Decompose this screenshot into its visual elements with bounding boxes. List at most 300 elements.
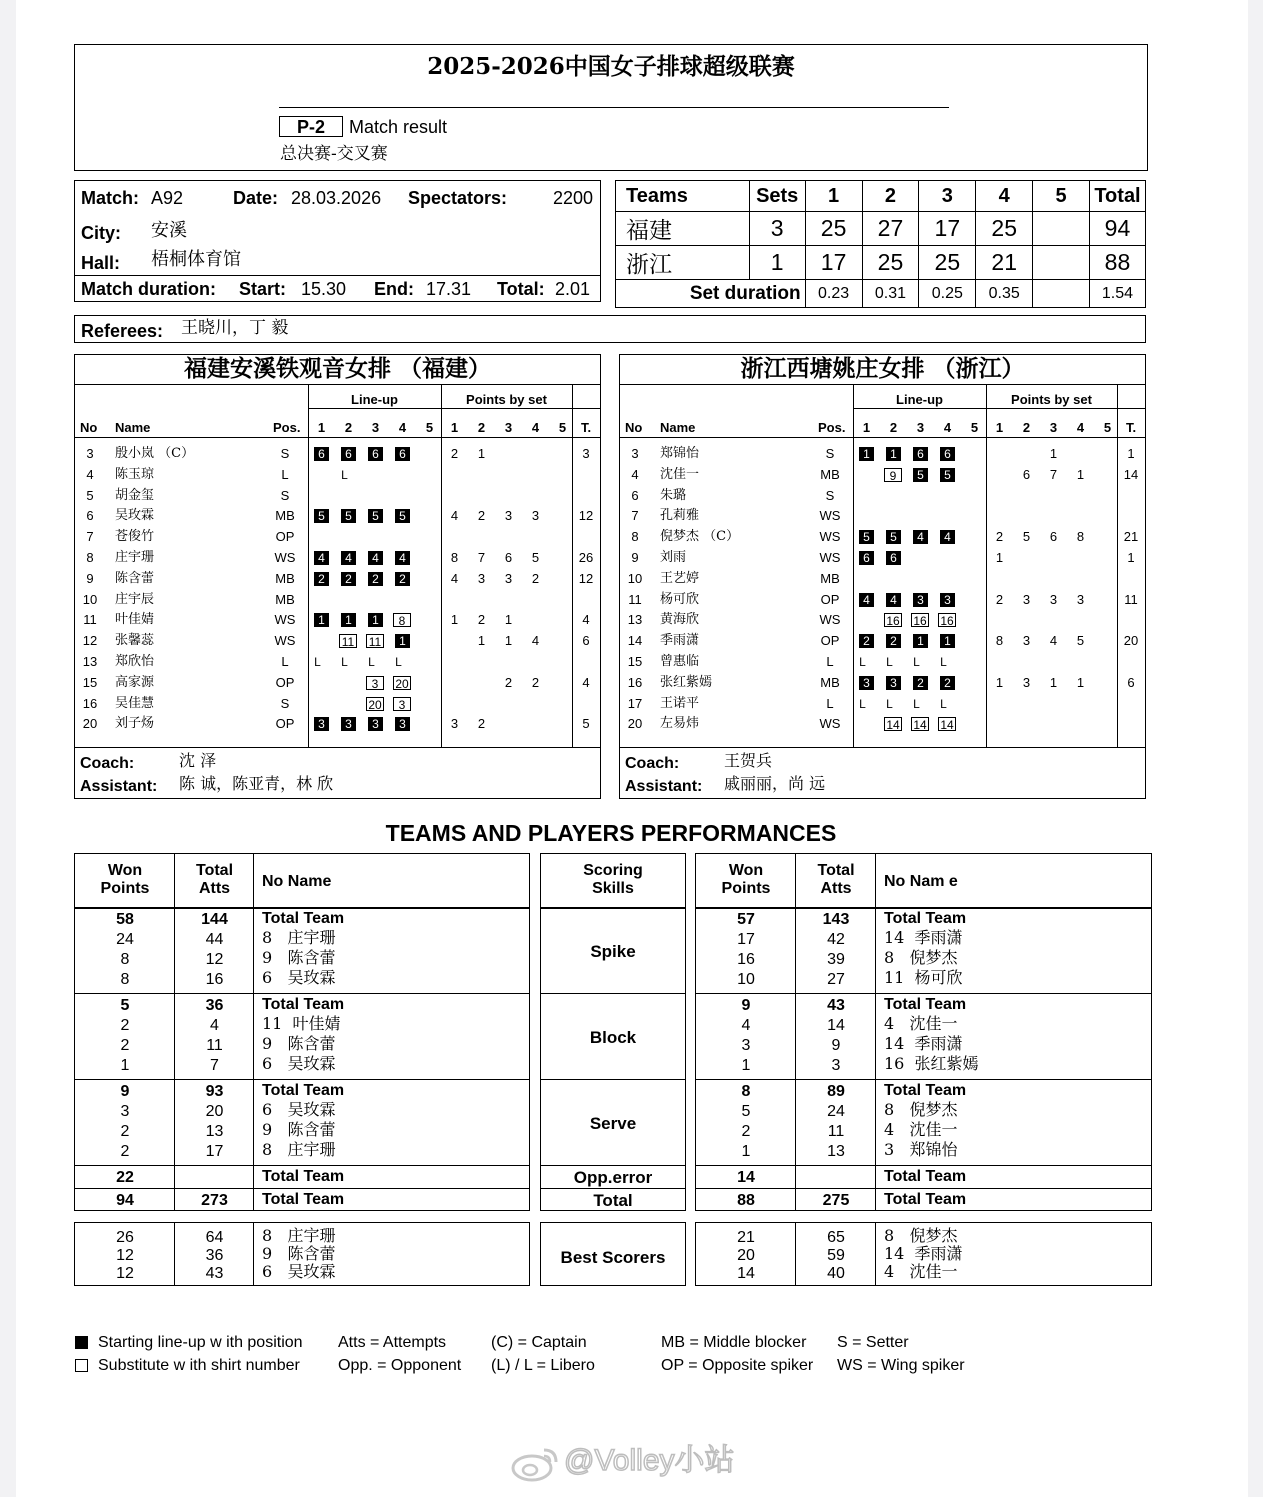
player-position: MB — [275, 591, 295, 607]
set-points: 3 — [1076, 591, 1085, 607]
score-row-fujian — [616, 212, 1146, 246]
player-name: 8 庄宇珊 — [262, 928, 336, 947]
set3-header: 3 — [919, 181, 976, 212]
libero-mark: L — [859, 696, 866, 711]
set-points — [1100, 610, 1115, 630]
starting-position: 1 — [314, 613, 329, 627]
total-atts: 40 — [827, 1265, 845, 1282]
starting-position: 5 — [859, 530, 874, 544]
set-points: 3 — [531, 508, 540, 524]
set4-header: 4 — [976, 181, 1033, 212]
stage-name: 总决赛-交叉赛 — [280, 144, 388, 164]
set-points — [555, 486, 570, 506]
score-team-name: 福建 — [616, 212, 750, 246]
player-row — [75, 631, 600, 651]
coach-label: Coach: — [625, 755, 680, 772]
won-points: 3 — [120, 1103, 130, 1120]
won-points: 1 — [741, 1057, 751, 1074]
points-set-header: 5 — [558, 420, 567, 435]
set-points: 2 — [504, 674, 513, 690]
score-team-name: 浙江 — [616, 246, 750, 280]
player-number: 5 — [86, 487, 94, 503]
column-header-rule — [75, 437, 600, 438]
player-position: OP — [820, 591, 840, 607]
set-points — [1100, 569, 1115, 589]
set-points — [1046, 486, 1061, 506]
set-points — [1073, 506, 1088, 526]
total-team-label: Total Team — [884, 1168, 967, 1185]
set-points — [1100, 486, 1115, 506]
player-number: 16 — [82, 695, 98, 711]
match-date: 28.03.2026 — [291, 188, 382, 208]
set-points — [1073, 486, 1088, 506]
player-name: 郑欣怡 — [115, 654, 155, 669]
set-points: 1 — [1049, 446, 1058, 461]
set-points — [1046, 569, 1061, 589]
player-number: 9 — [86, 570, 94, 586]
starting-position: 5 — [314, 509, 329, 523]
player-number: 15 — [82, 674, 98, 690]
player-row — [620, 569, 1145, 589]
lineup-set-header: 5 — [970, 420, 979, 435]
libero-mark: L — [913, 655, 920, 669]
libero-mark: L — [859, 655, 866, 669]
set-points — [1046, 610, 1061, 630]
won-points: 10 — [737, 971, 755, 988]
player-name: 郑锦怡 — [660, 446, 700, 461]
player-total-points: 3 — [582, 446, 590, 461]
set-points — [1100, 673, 1115, 693]
weibo-logo-icon — [510, 1444, 562, 1484]
won-points: 8 — [741, 1083, 751, 1100]
starting-position: 3 — [368, 717, 383, 731]
player-name: 11 叶佳婧 — [262, 1014, 341, 1033]
player-total-points — [572, 527, 600, 547]
libero-mark: L — [940, 655, 947, 669]
total-atts: 89 — [827, 1083, 845, 1100]
player-row — [75, 673, 600, 693]
player-total-points: 12 — [578, 508, 594, 524]
starting-position: 3 — [341, 717, 356, 731]
player-row — [75, 465, 600, 485]
player-name: 苍俊竹 — [115, 529, 155, 545]
team-roster-box-2 — [619, 354, 1146, 799]
set-points — [528, 590, 543, 610]
player-row — [620, 590, 1145, 610]
starting-position: 1 — [395, 634, 410, 648]
starting-position: 5 — [886, 530, 901, 544]
set-points: 3 — [1049, 591, 1058, 607]
substitute-number: 3 — [366, 676, 384, 690]
substitute-number: 11 — [366, 634, 384, 648]
player-position: L — [826, 695, 834, 711]
libero-mark: L — [886, 655, 893, 669]
set-points: 3 — [450, 716, 459, 732]
score-set1: 25 — [805, 212, 862, 246]
points-set-header: 3 — [1049, 420, 1058, 435]
player-number: 17 — [627, 695, 643, 711]
player-position: OP — [275, 716, 295, 732]
starting-position: 6 — [940, 447, 955, 461]
set-points: 5 — [1022, 529, 1031, 545]
player-position: WS — [819, 716, 841, 732]
set-points: 6 — [1049, 529, 1058, 545]
set3-duration: 0.25 — [919, 280, 976, 308]
points-set-header: 1 — [450, 420, 459, 435]
set1-header: 1 — [805, 181, 862, 212]
substitute-number: 16 — [938, 613, 956, 627]
total-atts-header: Total Atts — [195, 862, 234, 897]
assistant-label: Assistant: — [625, 778, 703, 795]
set-points — [1100, 631, 1115, 651]
set-points — [992, 610, 1007, 630]
total-atts-header: Total Atts — [817, 862, 855, 897]
player-number: 4 — [631, 466, 639, 482]
player-total-points — [1117, 714, 1145, 734]
total-atts: 43 — [827, 997, 845, 1014]
player-number: 15 — [627, 654, 643, 669]
points-set-header: 5 — [1103, 420, 1112, 435]
player-total-points — [572, 590, 600, 610]
score-header-row — [616, 181, 1146, 212]
starting-position: 6 — [341, 447, 356, 461]
set2-header: 2 — [862, 181, 919, 212]
total-atts: 43 — [205, 1265, 224, 1282]
score-set4: 25 — [976, 212, 1033, 246]
score-sets: 1 — [749, 246, 805, 280]
player-row — [620, 673, 1145, 693]
player-number: 3 — [86, 446, 94, 461]
starting-position: 1 — [913, 634, 928, 648]
player-number: 16 — [627, 674, 643, 690]
starting-position: 3 — [940, 593, 955, 607]
player-total-points — [1117, 506, 1145, 526]
player-number: 13 — [82, 654, 98, 669]
no-header: No — [80, 420, 98, 435]
points-set-header: 4 — [531, 420, 540, 435]
player-name: 9 陈含蕾 — [262, 1034, 336, 1053]
player-position: L — [826, 654, 834, 669]
right-performance-table — [695, 853, 1152, 1211]
set-points: 3 — [1022, 591, 1031, 607]
player-row — [620, 714, 1145, 734]
assistant-names: 陈 诚，陈亚青，林 欣 — [179, 774, 334, 793]
player-number: 6 — [631, 487, 639, 503]
total-atts: 13 — [205, 1123, 224, 1140]
total-team-label: Total Team — [262, 1168, 345, 1185]
player-total-points: 6 — [1127, 674, 1135, 690]
total-team-label: Total Team — [262, 996, 345, 1013]
set-points — [555, 527, 570, 547]
legend-libero: (L) / L = Libero — [491, 1357, 595, 1374]
total-team-label: Total Team — [262, 1191, 345, 1208]
header-rule — [696, 907, 1151, 909]
referees-label: Referees: — [81, 321, 164, 341]
section-rule — [75, 1079, 529, 1080]
player-name: 季雨潇 — [660, 633, 700, 649]
starting-position: 6 — [368, 447, 383, 461]
player-row — [620, 631, 1145, 651]
player-total-points: 14 — [1123, 466, 1139, 482]
player-position: MB — [275, 508, 295, 524]
starter-square-icon — [75, 1336, 88, 1349]
total-atts: 93 — [205, 1083, 224, 1100]
total-atts: 4 — [210, 1017, 219, 1034]
coach-rule — [75, 747, 600, 748]
libero-mark: L — [940, 696, 947, 711]
total-header: T. — [580, 420, 592, 435]
player-number: 12 — [82, 633, 98, 649]
player-name: 沈佳一 — [660, 466, 700, 482]
points-set-header: 3 — [504, 420, 513, 435]
set-points: 7 — [1049, 466, 1058, 482]
player-total-points — [572, 465, 600, 485]
starting-position: 4 — [859, 593, 874, 607]
player-number: 11 — [628, 591, 642, 607]
starting-position: 2 — [859, 634, 874, 648]
starting-position: 6 — [395, 447, 410, 461]
player-name: 胡金玺 — [115, 487, 155, 503]
skill-name: Serve — [589, 1114, 637, 1133]
set-points — [501, 714, 516, 734]
set-points — [992, 465, 1007, 485]
set-points: 2 — [531, 674, 540, 690]
set-points — [555, 444, 570, 464]
set-points: 8 — [1076, 529, 1085, 545]
starting-position: 1 — [341, 613, 356, 627]
name-header: Name — [660, 420, 696, 435]
won-points: 1 — [741, 1143, 751, 1160]
header-rule — [75, 907, 529, 909]
player-position: WS — [819, 508, 841, 524]
set-points — [528, 444, 543, 464]
set-points — [501, 652, 516, 672]
set-points — [1100, 444, 1115, 464]
player-number: 6 — [86, 508, 94, 524]
section-rule — [696, 1188, 1151, 1189]
set-points — [474, 527, 489, 547]
total-header: T. — [1125, 420, 1137, 435]
player-row — [75, 486, 600, 506]
set-points — [1046, 714, 1061, 734]
total-atts: 39 — [827, 951, 845, 968]
right-best-scorers — [695, 1222, 1152, 1286]
opp-error-label: Opp.error — [573, 1168, 653, 1187]
legend-starter: Starting line-up w ith position — [98, 1334, 303, 1351]
won-points: 22 — [116, 1169, 134, 1186]
set-points — [528, 714, 543, 734]
player-total-points — [1117, 569, 1145, 589]
lineup-set-header: 4 — [398, 420, 407, 435]
total-atts: 13 — [827, 1143, 845, 1160]
player-number: 11 — [83, 612, 97, 628]
set-points — [555, 548, 570, 568]
set-points — [555, 590, 570, 610]
substitute-number: 16 — [884, 613, 902, 627]
player-total-points — [1117, 694, 1145, 714]
total-atts: 11 — [206, 1037, 223, 1054]
substitute-square-icon — [75, 1359, 88, 1372]
player-position: S — [280, 446, 290, 461]
set-points: 1 — [995, 674, 1004, 690]
pos-header: Pos. — [818, 420, 846, 435]
total-atts: 44 — [205, 931, 224, 948]
substitute-number: 14 — [911, 717, 929, 731]
player-name: 16 张红紫嫣 — [884, 1054, 979, 1073]
player-total-points — [1117, 610, 1145, 630]
player-number: 8 — [631, 529, 639, 545]
score-set3: 25 — [919, 246, 976, 280]
score-set5 — [1033, 246, 1090, 280]
score-set2: 25 — [862, 246, 919, 280]
skill-name: Spike — [590, 942, 636, 961]
set-points — [447, 694, 462, 714]
player-row — [75, 610, 600, 630]
spectators-label: Spectators: — [408, 188, 508, 208]
libero-mark: L — [341, 655, 348, 669]
set-points — [1073, 610, 1088, 630]
total-atts: 16 — [205, 971, 224, 988]
starting-position: 2 — [314, 572, 329, 586]
player-row — [75, 714, 600, 734]
set-points — [1046, 652, 1061, 672]
won-points: 14 — [737, 1169, 755, 1186]
set-points — [1046, 548, 1061, 568]
set-points — [501, 694, 516, 714]
title-rule — [620, 384, 1145, 385]
set-points — [501, 527, 516, 547]
team-name: 福建安溪铁观音女排 （福建） — [183, 355, 491, 382]
performance-title: TEAMS AND PLAYERS PERFORMANCES — [385, 820, 837, 846]
team-name: 浙江西塘姚庄女排 （浙江） — [740, 355, 1025, 382]
set-points — [555, 465, 570, 485]
substitute-number: 20 — [393, 676, 411, 690]
set-points: 5 — [531, 550, 540, 565]
set-points — [555, 673, 570, 693]
coach-name: 沈 泽 — [179, 751, 217, 770]
total-team-label: Total Team — [262, 1082, 345, 1099]
duration-label: Match duration: — [81, 279, 216, 299]
player-position: S — [825, 446, 835, 461]
libero-mark: L — [368, 655, 375, 669]
player-row — [75, 652, 600, 672]
starting-position: 2 — [341, 572, 356, 586]
section-rule — [541, 1079, 685, 1080]
player-name: 8 庄宇珊 — [262, 1226, 336, 1245]
set-points: 2 — [450, 446, 459, 461]
player-position: S — [825, 487, 835, 503]
player-row — [75, 506, 600, 526]
starting-position: 4 — [314, 551, 329, 565]
player-row — [75, 569, 600, 589]
legend-opp: Opp. = Opponent — [338, 1357, 462, 1374]
best-scorers-label: Best Scorers — [560, 1248, 666, 1267]
won-points: 2 — [120, 1017, 130, 1034]
starting-position: 2 — [940, 676, 955, 690]
player-name: 8 倪梦杰 — [884, 1226, 958, 1245]
player-name: 8 庄宇珊 — [262, 1140, 336, 1159]
player-total-points — [1117, 652, 1145, 672]
set-points — [555, 610, 570, 630]
set-points: 2 — [477, 508, 486, 524]
set-points — [1100, 694, 1115, 714]
start-time: 15.30 — [301, 279, 347, 299]
player-position: OP — [275, 529, 295, 545]
starting-position: 2 — [913, 676, 928, 690]
starting-position: 3 — [859, 676, 874, 690]
set-points — [1100, 590, 1115, 610]
doc-code: P-2 — [279, 116, 343, 137]
total-set-duration: 1.54 — [1089, 280, 1145, 308]
set-points — [1019, 548, 1034, 568]
points-set-header: 1 — [995, 420, 1004, 435]
player-name: 8 倪梦杰 — [884, 948, 958, 967]
player-name: 刘子炀 — [115, 716, 155, 732]
set-points: 8 — [995, 633, 1004, 649]
won-points: 8 — [120, 971, 130, 988]
player-number: 20 — [627, 716, 643, 732]
total-team-label: Total Team — [884, 1191, 967, 1208]
total-atts: 65 — [827, 1229, 845, 1246]
total-atts: 275 — [822, 1192, 850, 1209]
watermark-text: @Volley小站 — [564, 1444, 735, 1477]
player-total-points: 26 — [578, 550, 594, 565]
player-name: 6 吴玫霖 — [262, 968, 336, 987]
set-points — [555, 652, 570, 672]
pos-header: Pos. — [273, 420, 301, 435]
no-name-header: No Name — [262, 873, 332, 890]
no-header: No — [625, 420, 643, 435]
best-scorers-label-box — [540, 1222, 686, 1286]
points-by-set-header: Points by set — [1011, 392, 1092, 407]
set-points — [1019, 652, 1034, 672]
player-name: 9 陈含蕾 — [262, 948, 336, 967]
league-title: 2025-2026中国女子排球超级联赛 — [427, 53, 795, 80]
set-points — [992, 569, 1007, 589]
player-row — [620, 444, 1145, 464]
player-name: 刘雨 — [660, 550, 687, 565]
won-points: 8 — [120, 951, 130, 968]
set-points — [474, 465, 489, 485]
lineup-header: Line-up — [896, 392, 943, 407]
title-rule — [75, 384, 600, 385]
set-points — [1046, 506, 1061, 526]
score-total: 88 — [1089, 246, 1145, 280]
set-points — [447, 673, 462, 693]
set-points — [474, 673, 489, 693]
player-position: OP — [820, 633, 840, 649]
score-total: 94 — [1089, 212, 1145, 246]
set-points — [555, 714, 570, 734]
player-row — [620, 694, 1145, 714]
won-points: 12 — [116, 1265, 134, 1282]
player-name: 14 季雨潇 — [884, 1244, 963, 1263]
set-points: 1 — [504, 612, 513, 628]
starting-position: 6 — [886, 551, 901, 565]
set-duration-label: Set duration — [616, 280, 806, 308]
player-total-points: 12 — [578, 570, 594, 586]
substitute-number: 8 — [393, 613, 411, 627]
total-atts: 20 — [205, 1103, 224, 1120]
legend-atts: Atts = Attempts — [338, 1334, 447, 1351]
starting-position: 1 — [940, 634, 955, 648]
starting-position: 3 — [913, 593, 928, 607]
set-points — [1019, 610, 1034, 630]
set-points — [1100, 548, 1115, 568]
player-position: MB — [820, 570, 840, 586]
won-points: 26 — [116, 1229, 134, 1246]
set-points — [474, 652, 489, 672]
